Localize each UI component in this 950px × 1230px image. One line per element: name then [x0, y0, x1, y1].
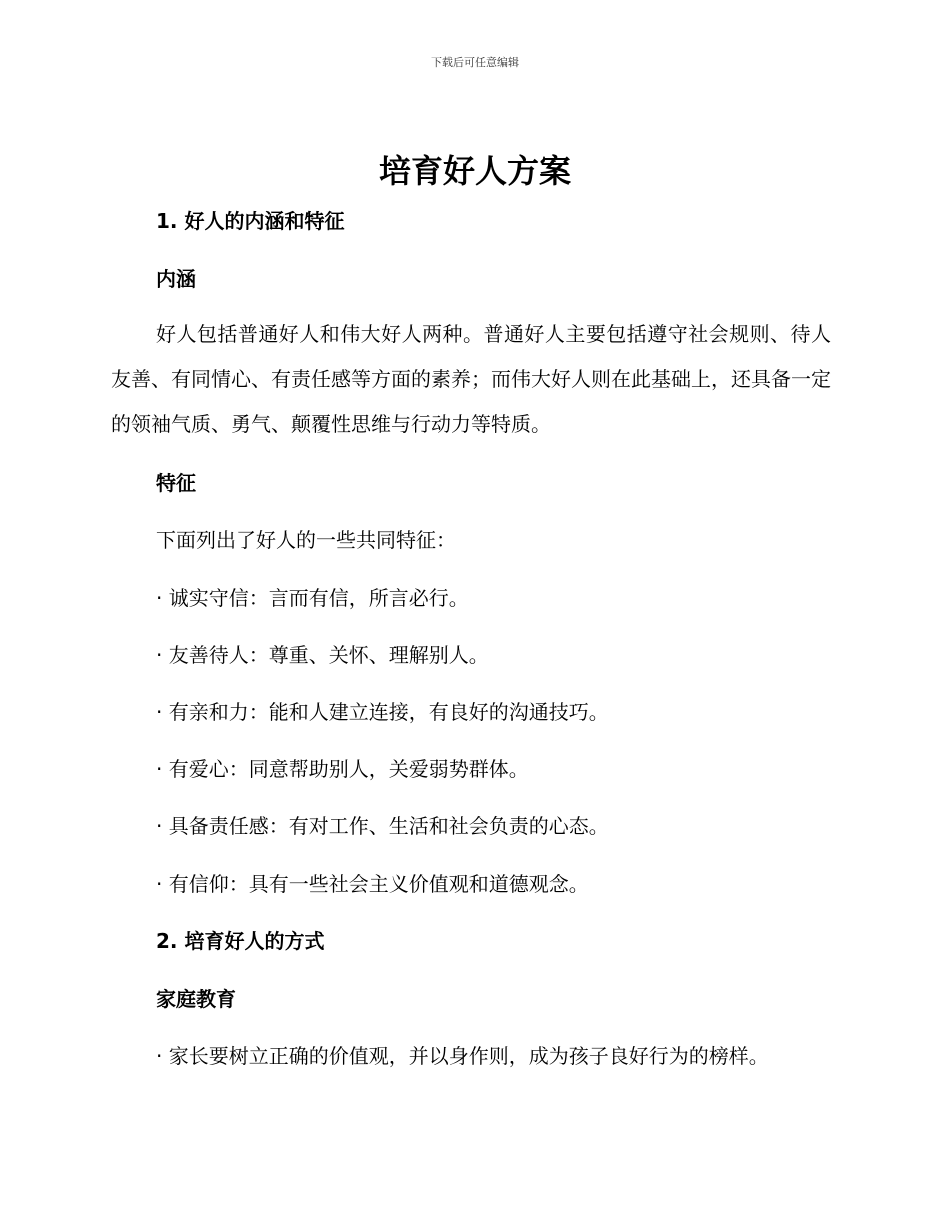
features-intro: 下面列出了好人的一些共同特征： [156, 528, 456, 552]
feature-item: · 诚实守信：言而有信，所言必行。 [156, 586, 469, 610]
feature-item: · 有亲和力：能和人建立连接，有良好的沟通技巧。 [156, 700, 609, 724]
section-heading-2: 2. 培育好人的方式 [156, 929, 325, 953]
subheading-features: 特征 [156, 471, 196, 495]
connotation-paragraph: 好人包括普通好人和伟大好人两种。普通好人主要包括遵守社会规则、待人友善、有同情心、有责任感等方面的素养；而伟大好人则在此基础上，还具备一定的领袖气质、勇气、颠覆性思维与行动力等特质。 [111, 322, 831, 436]
feature-item: · 友善待人：尊重、关怀、理解别人。 [156, 643, 489, 667]
subheading-connotation: 内涵 [156, 267, 196, 291]
feature-item: · 有信仰：具有一些社会主义价值观和道德观念。 [156, 872, 589, 896]
feature-item: · 有爱心：同意帮助别人，关爱弱势群体。 [156, 757, 529, 781]
document-title: 培育好人方案 [378, 152, 571, 190]
page-header-note: 下载后可任意编辑 [431, 56, 519, 69]
subheading-family-education: 家庭教育 [156, 987, 236, 1011]
feature-item: · 具备责任感：有对工作、生活和社会负责的心态。 [156, 814, 609, 838]
family-education-item: · 家长要树立正确的价值观，并以身作则，成为孩子良好行为的榜样。 [156, 1044, 769, 1068]
section-heading-1: 1. 好人的内涵和特征 [156, 209, 345, 233]
